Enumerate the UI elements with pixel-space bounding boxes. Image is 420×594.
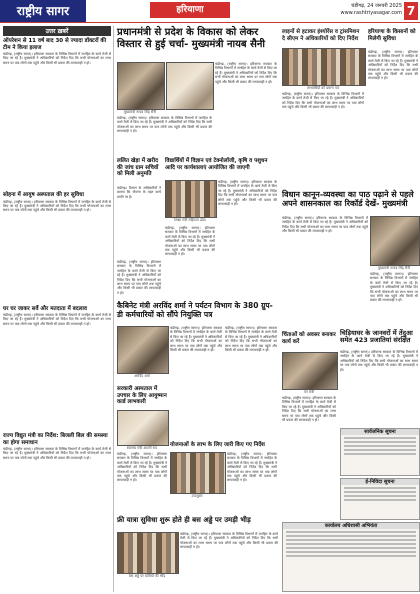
story-body: चंडीगढ़, (राष्ट्रीय सागर)। हरियाणा सरकार के विभिन्न विभागों में जनहित के कार्य तेजी से किए जा रहे हैं। मुख्यमंत्री ने अधिकारियों को निर्देश दिए कि सभी योजनाओं का लाभ समय पर पात्र लोगों तक पहुंचे और किसी भी प्रकार की लापरवाही न हो।: [3, 447, 111, 460]
masthead-rule: [0, 22, 420, 23]
bottom-caption: बस अड्डे पर यात्रियों की भीड़: [128, 574, 166, 578]
date-line: चंडीगढ़, 24 जनवरी 2025 www.rashtriyasagar.com: [340, 3, 402, 16]
lower-center-body: चंडीगढ़, (राष्ट्रीय सागर)। हरियाणा सरकार के विभिन्न विभागों में जनहित के कार्य तेजी से किए जा रहे हैं। मुख्यमंत्री ने अधिकारियों को निर्देश दिए कि सभी योजनाओं का लाभ समय पर पात्र लोगों तक पहुंचे और किसी भी प्रकार की लापरवाही न हो।: [227, 452, 277, 483]
notice-title: कार्यालय अधिशासी अभियंता: [283, 523, 419, 529]
mid-center-body-2: चंडीगढ़, (राष्ट्रीय सागर)। हरियाणा सरकार के विभिन्न विभागों में जनहित के कार्य तेजी से किए जा रहे हैं। मुख्यमंत्री ने अधिकारियों को निर्देश दिए कि सभी योजनाओं का लाभ समय पर पात्र लोगों तक पहुंचे और किसी भी प्रकार की लापरवाही न हो।: [165, 226, 215, 257]
lead-photo-2: [166, 62, 214, 110]
top-right-headline: लाइनों से हटाकर इंश्योरेंस व ट्रांसमिशन दे सीएम ने अधिकारियों को दिए निर्देश: [282, 29, 360, 42]
notice-title: ई-निविदा सूचना: [341, 479, 419, 485]
mid-left-headline: ललित खेड़ा में खरीद की जांच ग्राम सचिवों को मिली अनुमति: [117, 158, 159, 177]
forest-headline: चिंताओं को अवसर बनाकर कार्य करें: [282, 332, 336, 345]
lower-mid-headline: सरकारी अस्पताल में उपचार के लिए आयुष्मान कार्ड लाभकारी: [117, 386, 167, 405]
bottom-body: चंडीगढ़, (राष्ट्रीय सागर)। हरियाणा सरकार के विभिन्न विभागों में जनहित के कार्य तेजी से किए जा रहे हैं। मुख्यमंत्री ने अधिकारियों को निर्देश दिए कि सभी योजनाओं का लाभ समय पर पात्र लोगों तक पहुंचे और किसी भी प्रकार की लापरवाही न हो।: [180, 532, 278, 550]
notice-box: [340, 428, 420, 476]
notice-title: सार्वजनिक सूचना: [341, 429, 419, 435]
big-right-photo: [370, 216, 420, 266]
big-right-body: चंडीगढ़, (राष्ट्रीय सागर)। हरियाणा सरकार के विभिन्न विभागों में जनहित के कार्य तेजी से किए जा रहे हैं। मुख्यमंत्री ने अधिकारियों को निर्देश दिए कि सभी योजनाओं का लाभ समय पर पात्र लोगों तक पहुंचे और किसी भी प्रकार की लापरवाही न हो।: [282, 216, 368, 234]
mid-left-body: चंडीगढ़। विभाग के अधिकारियों ने बताया कि योजना के तहत कार्य प्रगति पर है।: [117, 186, 161, 199]
column-divider: [113, 26, 114, 592]
lower-center-caption: उपायुक्त: [191, 494, 203, 498]
section-heading: उत्तर ख़बरें: [3, 26, 111, 36]
lower-center-headline: योजनाओं के लाभ के लिए जारी किए गए निर्देश: [170, 442, 265, 448]
lead-headline: प्रधानमंत्री से प्रदेश के विकास को लेकर विस्तार से हुई चर्चा- मुख्यमंत्री नायब सैनी: [117, 27, 265, 50]
top-right-caption: लाभार्थियों को प्रमाण पत्र: [307, 86, 339, 90]
mid-center-headline: विद्यार्थियों में विज्ञान एवं टेक्नोलॉजी, कृषि व पशुधन आदि पर कार्यशालाएं आयोजित की जाएगी: [165, 158, 268, 171]
story-headline: राज्य विद्युत मंत्री का निर्देश: बिजली बिल की समस्या का होगा समाधान: [3, 433, 108, 446]
cabinet-photo: [117, 326, 169, 374]
lead-body: चंडीगढ़, (राष्ट्रीय सागर)। हरियाणा सरकार के विभिन्न विभागों में जनहित के कार्य तेजी से किए जा रहे हैं। मुख्यमंत्री ने अधिकारियों को निर्देश दिए कि सभी योजनाओं का लाभ समय पर पात्र लोगों तक पहुंचे और किसी भी प्रकार की लापरवाही न हो।: [215, 62, 277, 84]
mid-center-caption: शिक्षा मंत्री महिपाल ढांडा: [174, 218, 206, 222]
story-headline: ऑपरेशन से 11 वर्ष बाद 30 से ज्यादा डॉक्टरों की टीम ने किया इलाज: [3, 38, 107, 51]
mid-left-body-2: चंडीगढ़, (राष्ट्रीय सागर)। हरियाणा सरकार के विभिन्न विभागों में जनहित के कार्य तेजी से किए जा रहे हैं। मुख्यमंत्री ने अधिकारियों को निर्देश दिए कि सभी योजनाओं का लाभ समय पर पात्र लोगों तक पहुंचे और किसी भी प्रकार की लापरवाही न हो।: [117, 260, 161, 295]
right-col-body: चंडीगढ़, (राष्ट्रीय सागर)। हरियाणा सरकार के विभिन्न विभागों में जनहित के कार्य तेजी से किए जा रहे हैं। मुख्यमंत्री ने अधिकारियों को निर्देश दिए कि सभी योजनाओं का लाभ समय पर पात्र लोगों तक पहुंचे और किसी भी प्रकार की लापरवाही न हो।: [368, 50, 418, 81]
top-right-body: चंडीगढ़, (राष्ट्रीय सागर)। हरियाणा सरकार के विभिन्न विभागों में जनहित के कार्य तेजी से किए जा रहे हैं। मुख्यमंत्री ने अधिकारियों को निर्देश दिए कि सभी योजनाओं का लाभ समय पर पात्र लोगों तक पहुंचे और किसी भी प्रकार की लापरवाही न हो।: [282, 92, 364, 110]
big-right-caption: मुख्यमंत्री नायब सिंह सैनी: [377, 266, 411, 270]
forest-photo: [282, 352, 338, 390]
page-number: 7: [404, 2, 418, 20]
tender-notice-box: [340, 478, 420, 520]
story-body: चंडीगढ़, (राष्ट्रीय सागर)। हरियाणा सरकार के विभिन्न विभागों में जनहित के कार्य तेजी से किए जा रहे हैं। मुख्यमंत्री ने अधिकारियों को निर्देश दिए कि सभी योजनाओं का लाभ समय पर पात्र लोगों तक पहुंचे और किसी भी प्रकार की लापरवाही न हो।: [3, 313, 111, 326]
lead-body-2: चंडीगढ़, (राष्ट्रीय सागर)। हरियाणा सरकार के विभिन्न विभागों में जनहित के कार्य तेजी से किए जा रहे हैं। मुख्यमंत्री ने अधिकारियों को निर्देश दिए कि सभी योजनाओं का लाभ समय पर पात्र लोगों तक पहुंचे और किसी भी प्रकार की लापरवाही न हो।: [117, 116, 212, 134]
mid-center-photo: [165, 180, 217, 218]
lower-mid-body: चंडीगढ़, (राष्ट्रीय सागर)। हरियाणा सरकार के विभिन्न विभागों में जनहित के कार्य तेजी से किए जा रहे हैं। मुख्यमंत्री ने अधिकारियों को निर्देश दिए कि सभी योजनाओं का लाभ समय पर पात्र लोगों तक पहुंचे और किसी भी प्रकार की लापरवाही न हो।: [117, 452, 167, 483]
mid-center-body: चंडीगढ़, (राष्ट्रीय सागर)। हरियाणा सरकार के विभिन्न विभागों में जनहित के कार्य तेजी से किए जा रहे हैं। मुख्यमंत्री ने अधिकारियों को निर्देश दिए कि सभी योजनाओं का लाभ समय पर पात्र लोगों तक पहुंचे और किसी भी प्रकार की लापरवाही न हो।: [218, 180, 277, 207]
cabinet-body: चंडीगढ़, (राष्ट्रीय सागर)। हरियाणा सरकार के विभिन्न विभागों में जनहित के कार्य तेजी से किए जा रहे हैं। मुख्यमंत्री ने अधिकारियों को निर्देश दिए कि सभी योजनाओं का लाभ समय पर पात्र लोगों तक पहुंचे और किसी भी प्रकार की लापरवाही न हो।: [170, 326, 222, 353]
right-col-headline: हरियाणा के किसानों को मिलेगी सुविधा: [368, 29, 416, 42]
story-body: चंडीगढ़, (राष्ट्रीय सागर)। हरियाणा सरकार के विभिन्न विभागों में जनहित के कार्य तेजी से किए जा रहे हैं। मुख्यमंत्री ने अधिकारियों को निर्देश दिए कि सभी योजनाओं का लाभ समय पर पात्र लोगों तक पहुंचे और किसी भी प्रकार की लापरवाही न हो।: [3, 52, 111, 65]
zoo-headline: चिड़ियाघर के जानवरों में तेंदुआ समेत 423 प्रजातियां संरक्षित: [340, 329, 413, 345]
story-body: चंडीगढ़, (राष्ट्रीय सागर)। हरियाणा सरकार के विभिन्न विभागों में जनहित के कार्य तेजी से किए जा रहे हैं। मुख्यमंत्री ने अधिकारियों को निर्देश दिए कि सभी योजनाओं का लाभ समय पर पात्र लोगों तक पहुंचे और किसी भी प्रकार की लापरवाही न हो।: [3, 199, 111, 213]
cabinet-body-2: चंडीगढ़, (राष्ट्रीय सागर)। हरियाणा सरकार के विभिन्न विभागों में जनहित के कार्य तेजी से किए जा रहे हैं। मुख्यमंत्री ने अधिकारियों को निर्देश दिए कि सभी योजनाओं का लाभ समय पर पात्र लोगों तक पहुंचे और किसी भी प्रकार की लापरवाही न हो।: [225, 326, 277, 353]
story-headline: सोहना में आयुष अस्पताल की हर सुविधा: [3, 192, 84, 198]
forest-body: चंडीगढ़, (राष्ट्रीय सागर)। हरियाणा सरकार के विभिन्न विभागों में जनहित के कार्य तेजी से किए जा रहे हैं। मुख्यमंत्री ने अधिकारियों को निर्देश दिए कि सभी योजनाओं का लाभ समय पर पात्र लोगों तक पहुंचे और किसी भी प्रकार की लापरवाही न हो।: [282, 396, 336, 423]
cabinet-headline: कैबिनेट मंत्री अरविंद शर्मा ने पर्यटन विभाग के 380 ग्रुप-डी कर्मचारियों को सौंपे नियुक्ति पत्र: [117, 301, 273, 319]
big-right-headline: विधान कानून-व्यवस्था का पाठ पढ़ाने से पहले अपने शासनकाल का रिकॉर्ड देखें- मुख्यमंत्री: [282, 190, 414, 209]
story-headline: घर घर जाकर सर्वे और मतदाता में बदलाव: [3, 305, 87, 312]
lower-center-photo: [170, 452, 226, 494]
top-right-photo: [282, 48, 366, 86]
paper-name: राष्ट्रीय सागर: [0, 0, 86, 22]
big-right-body-2: चंडीगढ़, (राष्ट्रीय सागर)। हरियाणा सरकार के विभिन्न विभागों में जनहित के कार्य तेजी से किए जा रहे हैं। मुख्यमंत्री ने अधिकारियों को निर्देश दिए कि सभी योजनाओं का लाभ समय पर पात्र लोगों तक पहुंचे और किसी भी प्रकार की लापरवाही न हो।: [370, 272, 418, 303]
lower-mid-caption: स्वास्थ्य मंत्री आरती राव: [126, 446, 158, 450]
lead-photo: [117, 62, 165, 110]
lower-mid-photo: [117, 410, 169, 446]
office-notice-box: [282, 522, 420, 592]
bottom-photo: [117, 532, 179, 574]
left-column: [3, 26, 111, 592]
zoo-body: चंडीगढ़, (राष्ट्रीय सागर)। हरियाणा सरकार के विभिन्न विभागों में जनहित के कार्य तेजी से किए जा रहे हैं। मुख्यमंत्री ने अधिकारियों को निर्देश दिए कि सभी योजनाओं का लाभ समय पर पात्र लोगों तक पहुंचे और किसी भी प्रकार की लापरवाही न हो।: [340, 350, 418, 372]
forest-caption: वन मंत्री: [303, 390, 315, 394]
cabinet-caption: अरविंद शर्मा: [134, 374, 150, 378]
lead-photo-caption: मुख्यमंत्री नायब सिंह सैनी: [123, 110, 157, 114]
section-label: हरियाणा: [150, 2, 230, 18]
bottom-headline: फ्री यात्रा सुविधा शुरू होते ही बस अड्डे पर उमड़ी भीड़: [117, 516, 251, 524]
